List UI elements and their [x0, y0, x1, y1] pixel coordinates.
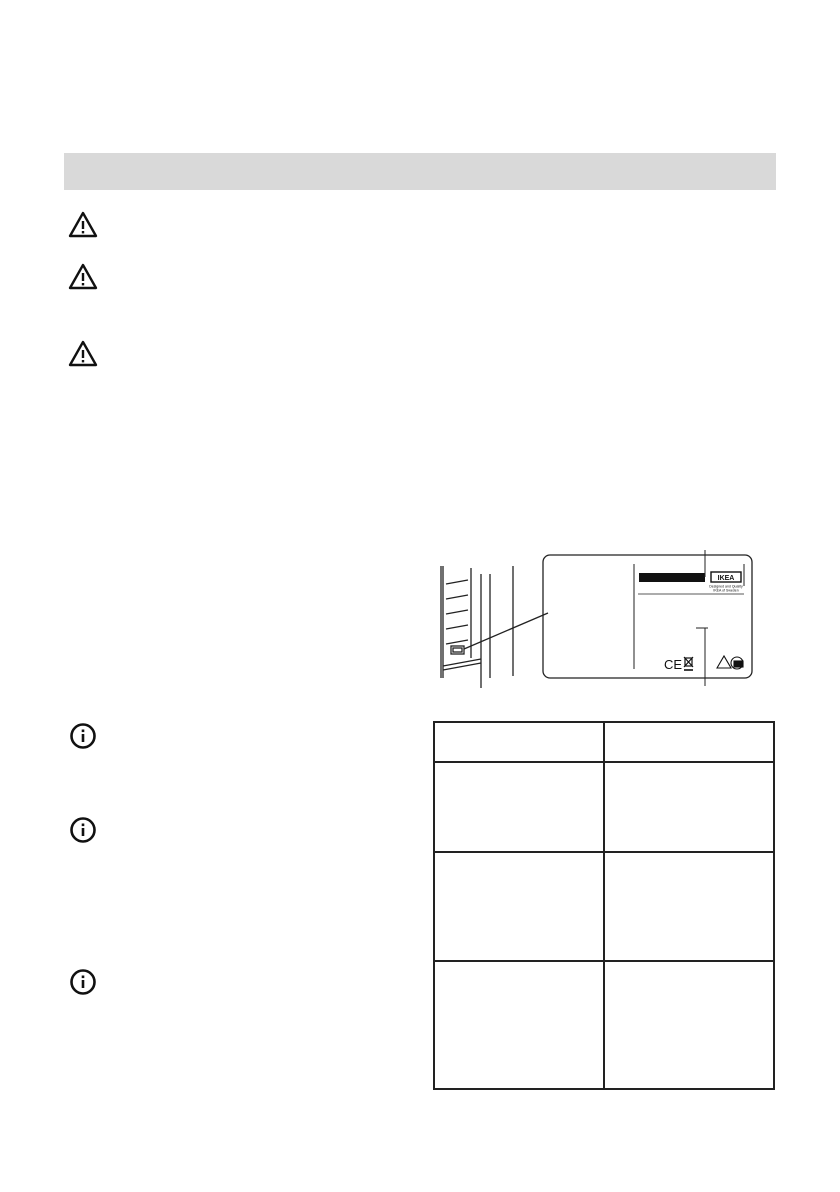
brand-logo [709, 572, 743, 593]
svg-text:CE: CE [664, 657, 683, 672]
appliance-outline [441, 566, 548, 688]
info-circle-icon [68, 967, 98, 997]
svg-text:IKEA: IKEA [717, 575, 735, 582]
table-cell [604, 762, 774, 852]
ce-weee-marks [664, 657, 693, 672]
table-header-cell [604, 722, 774, 762]
section-header-bar [64, 153, 776, 190]
svg-text:Designed and Quality: Designed and Quality [709, 584, 743, 589]
table-row [434, 852, 774, 961]
table-cell [434, 852, 604, 961]
info-circle-icon [68, 815, 98, 845]
table-row [434, 762, 774, 852]
svg-text:IKEA of Sweden: IKEA of Sweden [713, 588, 739, 593]
table-cell [604, 961, 774, 1089]
recycling-marks [717, 656, 743, 669]
table-cell [604, 852, 774, 961]
table-header-cell [434, 722, 604, 762]
table-row [434, 961, 774, 1089]
spec-table [433, 721, 775, 1090]
table-header-row [434, 722, 774, 762]
warning-triangle-icon [68, 339, 98, 369]
table-cell [434, 961, 604, 1089]
table-cell [434, 762, 604, 852]
rating-plate [543, 550, 752, 686]
warning-triangle-icon [68, 210, 98, 240]
warning-triangle-icon [68, 262, 98, 292]
rating-plate-diagram [428, 546, 772, 692]
info-circle-icon [68, 721, 98, 751]
